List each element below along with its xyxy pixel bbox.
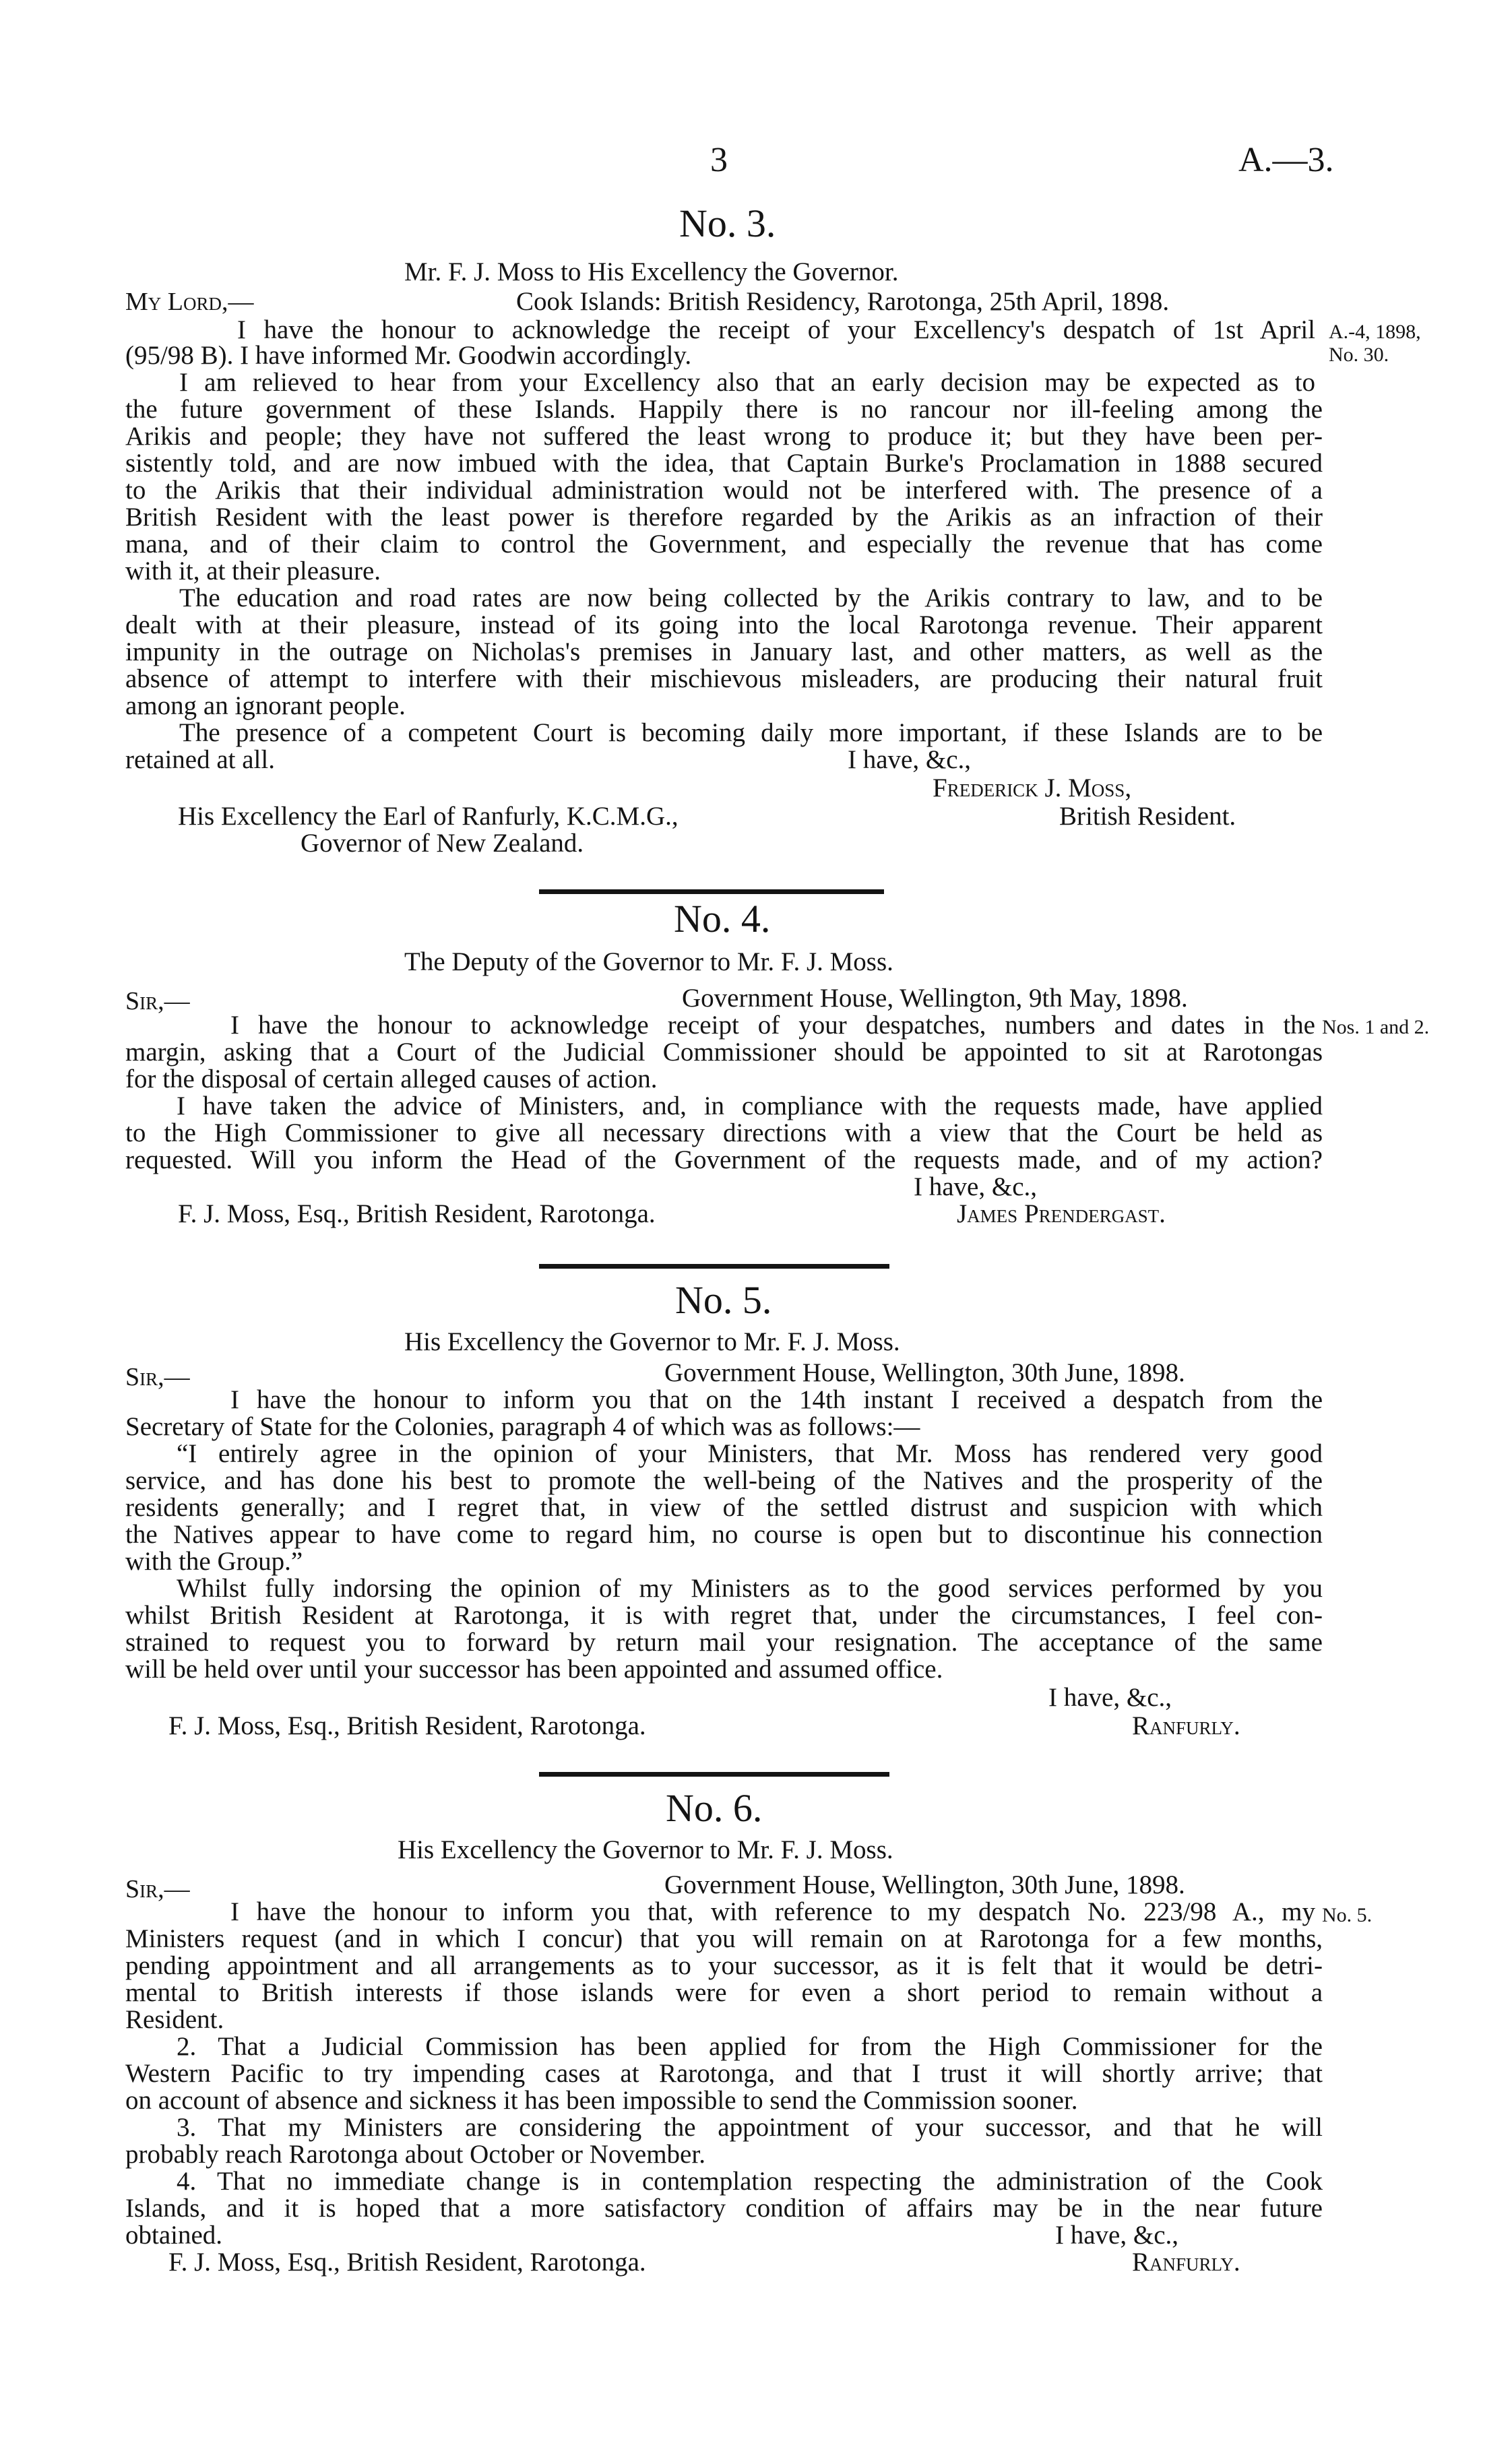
doc6-line-12: Islands, and it is hoped that a more satisfactory condition of affairs may be in the near future [125,2194,1323,2223]
doc3-line-6: sistently told, and are now imbued with the idea, that Captain Burke's Proclamation in 1888 secured [125,449,1323,478]
doc3-addressee-2: Governor of New Zealand. [301,829,584,858]
doc3-margin-note-1: A.-4, 1898, [1329,321,1421,343]
doc5-line-10: strained to request you to forward by return mail your resignation. The acceptance of the same [125,1628,1323,1657]
doc3-line-13: impunity in the outrage on Nicholas's premises in January last, and other matters, as well as the [125,637,1323,666]
doc3-line-3: I am relieved to hear from your Excellency also that an early decision may be expected as to [179,368,1315,397]
doc3-line-16: The presence of a competent Court is becoming daily more important, if these Islands are to be [179,718,1323,747]
doc6-line-6: 2. That a Judicial Commission has been applied for from the High Commissioner for the [177,2032,1323,2061]
doc3-place-date: Cook Islands: British Residency, Rarotonga, 25th April, 1898. [516,287,1170,316]
section-divider [539,1264,889,1269]
doc5-line-5: residents generally; and I regret that, in view of the settled distrust and suspicion with which [125,1493,1323,1522]
doc4-heading: No. 4. [674,897,771,941]
doc6-closing: I have, &c., [1055,2221,1179,2250]
doc6-line-5: Resident. [125,2005,224,2034]
doc5-line-1: I have the honour to inform you that on the 14th instant I received a despatch from the [230,1385,1323,1414]
doc4-addressee: F. J. Moss, Esq., British Resident, Rarotonga. [178,1199,656,1228]
doc6-margin-note: No. 5. [1322,1904,1373,1926]
doc3-line-9: mana, and of their claim to control the Government, and especially the revenue that has come [125,530,1323,559]
doc4-line-2: margin, asking that a Court of the Judicial Commissioner should be appointed to sit at Rarotongas [125,1038,1323,1067]
doc3-margin-note-2: No. 30. [1329,344,1389,366]
doc5-line-7: with the Group.” [125,1547,303,1576]
doc5-line-3: “I entirely agree in the opinion of your Ministers, that Mr. Moss has rendered very good [177,1439,1323,1468]
doc6-place-date: Government House, Wellington, 30th June, 1898. [664,1870,1185,1899]
doc3-heading: No. 3. [679,201,776,245]
doc6-line-11: 4. That no immediate change is in contemplation respecting the administration of the Cook [177,2167,1323,2196]
doc5-line-11: will be held over until your successor has been appointed and assumed office. [125,1655,943,1684]
doc6-line-8: on account of absence and sickness it has been impossible to send the Commission sooner. [125,2086,1078,2115]
doc5-line-8: Whilst fully indorsing the opinion of my Ministers as to the good services performed by you [177,1574,1323,1603]
doc3-line-11: The education and road rates are now being collected by the Arikis contrary to law, and to be [179,583,1323,612]
doc3-line-7: to the Arikis that their individual administration would not be interfered with. The presence of a [125,476,1323,505]
doc6-heading: No. 6. [666,1786,763,1830]
doc3-salutation: My Lord,— [125,288,254,316]
doc3-signature-title: British Resident. [1059,802,1236,831]
doc4-closing: I have, &c., [914,1172,1038,1201]
doc5-heading: No. 5. [675,1278,772,1322]
doc6-line-10: probably reach Rarotonga about October or November. [125,2140,705,2169]
doc4-margin-note: Nos. 1 and 2. [1322,1016,1430,1038]
doc6-line-4: mental to British interests if those islands were for even a short period to remain without a [125,1978,1323,2007]
doc4-signature: James Prendergast. [957,1199,1166,1228]
doc3-line-15: among an ignorant people. [125,691,406,720]
doc5-line-9: whilst British Resident at Rarotonga, it is with regret that, under the circumstances, I feel con- [125,1601,1323,1630]
section-divider [539,889,884,894]
doc5-closing: I have, &c., [1048,1683,1172,1712]
doc5-salutation: Sir,— [125,1363,190,1391]
doc4-line-6: requested. Will you inform the Head of the Government of the requests made, and of my action? [125,1145,1323,1174]
doc3-line-12: dealt with at their pleasure, instead of its going into the local Rarotonga revenue. Their apparent [125,610,1323,639]
doc3-signature: Frederick J. Moss, [933,773,1132,802]
doc6-line-9: 3. That my Ministers are considering the appointment of your successor, and that he will [177,2113,1323,2142]
doc3-line-10: with it, at their pleasure. [125,557,381,585]
section-divider [539,1772,889,1777]
doc6-line-3: pending appointment and all arrangements as to your successor, as it is felt that it would be detri- [125,1951,1323,1980]
doc3-line-1: I have the honour to acknowledge the receipt of your Excellency's despatch of 1st April [237,315,1315,344]
page-number: 3 [710,141,728,179]
doc4-line-4: I have taken the advice of Ministers, and, in compliance with the requests made, have applied [177,1091,1323,1120]
doc3-line-2: (95/98 B). I have informed Mr. Goodwin accordingly. [125,341,692,370]
doc5-title: His Excellency the Governor to Mr. F. J. Moss. [404,1327,900,1356]
doc6-signature: Ranfurly. [1132,2248,1240,2277]
doc4-line-3: for the disposal of certain alleged causes of action. [125,1065,658,1093]
doc5-line-4: service, and has done his best to promote the well-being of the Natives and the prosperity of the [125,1466,1323,1495]
document-reference: A.—3. [1238,141,1334,179]
doc3-line-17: retained at all. [125,745,275,774]
doc6-line-1: I have the honour to inform you that, with reference to my despatch No. 223/98 A., my [230,1897,1315,1926]
doc4-place-date: Government House, Wellington, 9th May, 1898. [682,984,1188,1013]
doc5-line-2: Secretary of State for the Colonies, paragraph 4 of which was as follows:— [125,1412,920,1441]
doc4-line-1: I have the honour to acknowledge receipt of your despatches, numbers and dates in the [230,1011,1315,1040]
doc3-addressee-1: His Excellency the Earl of Ranfurly, K.C.M.G., [178,802,679,831]
doc3-line-4: the future government of these Islands. Happily there is no rancour nor ill-feeling among the [125,395,1323,424]
doc3-line-5: Arikis and people; they have not suffered the least wrong to produce it; but they have been per- [125,422,1323,451]
doc6-salutation: Sir,— [125,1875,190,1903]
doc5-addressee: F. J. Moss, Esq., British Resident, Rarotonga. [168,1711,646,1740]
doc6-addressee: F. J. Moss, Esq., British Resident, Rarotonga. [168,2248,646,2277]
doc3-line-8: British Resident with the least power is therefore regarded by the Arikis as an infraction of their [125,503,1323,532]
doc5-line-6: the Natives appear to have come to regard him, no course is open but to discontinue his connection [125,1520,1323,1549]
doc4-salutation: Sir,— [125,987,190,1015]
doc3-title: Mr. F. J. Moss to His Excellency the Governor. [404,257,899,286]
doc4-title: The Deputy of the Governor to Mr. F. J. Moss. [404,947,893,976]
doc6-line-7: Western Pacific to try impending cases at Rarotonga, and that I trust it will shortly arrive; that [125,2059,1323,2088]
doc5-place-date: Government House, Wellington, 30th June, 1898. [664,1358,1185,1387]
doc3-closing: I have, &c., [848,745,972,774]
doc5-signature: Ranfurly. [1132,1711,1240,1740]
doc6-line-2: Ministers request (and in which I concur) that you will remain on at Rarotonga for a few months, [125,1924,1323,1953]
doc6-title: His Excellency the Governor to Mr. F. J. Moss. [398,1835,893,1864]
doc3-line-14: absence of attempt to interfere with their mischievous misleaders, are producing their natural fruit [125,664,1323,693]
doc6-line-13: obtained. [125,2221,223,2250]
doc4-line-5: to the High Commissioner to give all necessary directions with a view that the Court be held as [125,1118,1323,1147]
